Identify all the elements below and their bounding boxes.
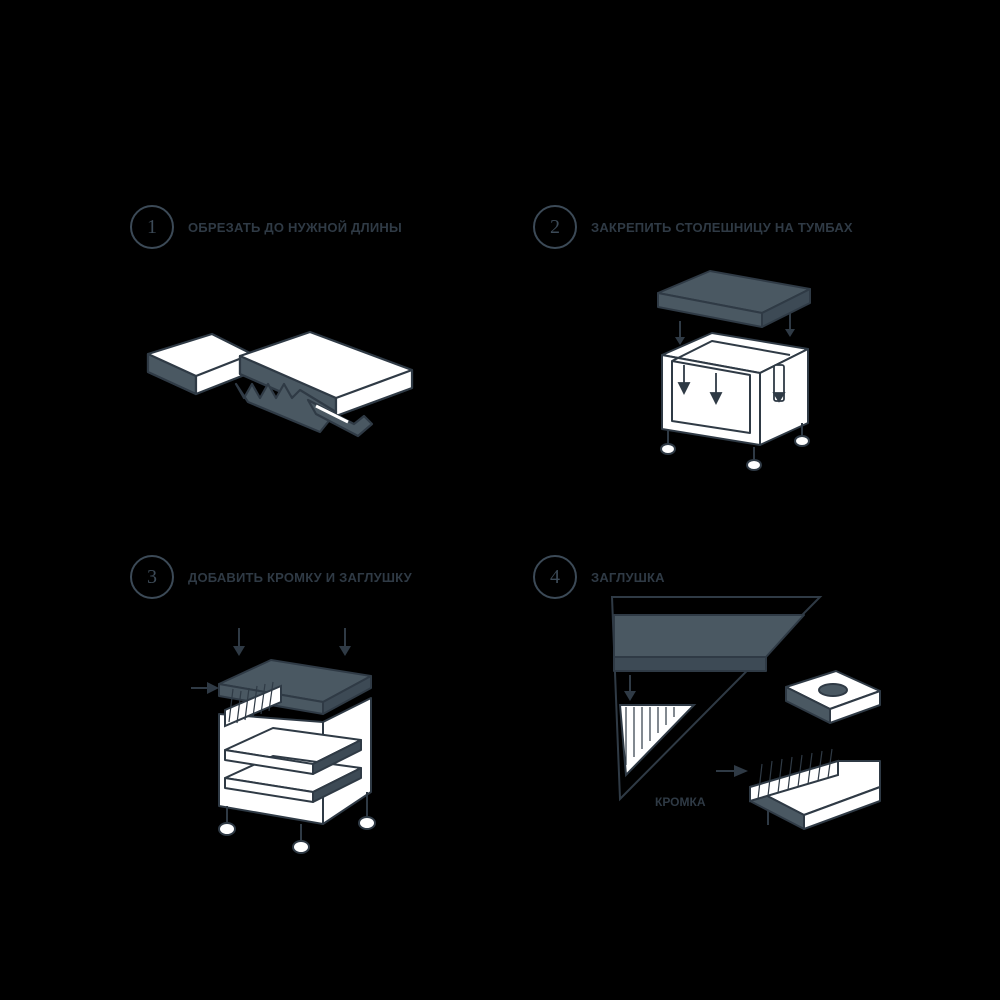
- step-1-number-badge: 1: [130, 205, 174, 249]
- step-4-title: ЗАГЛУШКА: [591, 569, 665, 585]
- step-2: [533, 205, 853, 249]
- step-2-number-badge: 2: [533, 205, 577, 249]
- step-2-illustration: [650, 265, 830, 480]
- step-2-title: ЗАКРЕПИТЬ СТОЛЕШНИЦУ НА ТУМБАХ: [591, 219, 853, 235]
- step-1-title: ОБРЕЗАТЬ ДО НУЖНОЙ ДЛИНЫ: [188, 219, 402, 235]
- step-4-illustration: [590, 575, 890, 865]
- step-1-illustration: [140, 320, 430, 450]
- step-4-number-badge: 4: [533, 555, 577, 599]
- step-3: [130, 555, 412, 599]
- step-3-illustration: [185, 610, 435, 870]
- step-3-number-badge: 3: [130, 555, 174, 599]
- step-2-header: [533, 205, 853, 249]
- step-3-header: [130, 555, 412, 599]
- step-1: [130, 205, 402, 249]
- step-1-header: [130, 205, 402, 249]
- step-3-title: ДОБАВИТЬ КРОМКУ И ЗАГЛУШКУ: [188, 569, 412, 585]
- caption-kromka: КРОМКА: [655, 795, 706, 809]
